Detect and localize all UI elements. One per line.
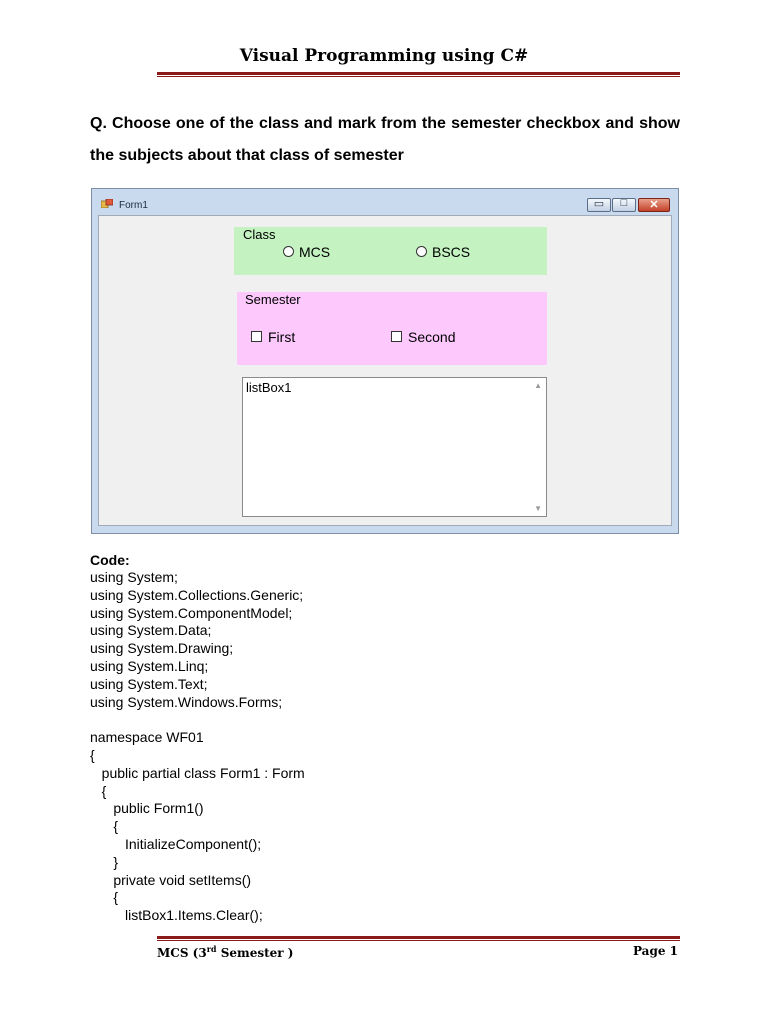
- radio-bscs[interactable]: [416, 244, 470, 260]
- code-line: using System.Text;: [90, 675, 208, 692]
- code-line: [90, 711, 305, 729]
- code-line: }: [90, 853, 119, 870]
- checkbox-square-icon: [391, 331, 402, 342]
- footer-page-number: Page 1: [632, 944, 678, 958]
- checkbox-first[interactable]: [251, 329, 295, 345]
- code-line: using System.Data;: [90, 622, 212, 639]
- code-line: namespace WF01: [90, 729, 204, 746]
- code-line: {: [90, 782, 107, 799]
- header-rule: [157, 72, 680, 75]
- form-client-area: [98, 215, 672, 526]
- radio-circle-icon: [283, 246, 294, 257]
- code-line: listBox1.Items.Clear();: [90, 907, 263, 924]
- code-line: private void setItems(): [90, 871, 252, 888]
- code-line: using System.Collections.Generic;: [90, 586, 304, 603]
- maximize-icon: □: [620, 197, 628, 209]
- code-line: public Form1(): [90, 800, 204, 817]
- close-icon: ✕: [649, 199, 659, 211]
- checkbox-square-icon: [251, 331, 262, 342]
- app-icon: [101, 199, 113, 208]
- radio-mcs-label: MCS: [299, 244, 331, 260]
- window-titlebar[interactable]: [92, 189, 678, 215]
- code-line: using System.Windows.Forms;: [90, 693, 283, 710]
- maximize-button[interactable]: [612, 198, 636, 212]
- code-line: using System.Linq;: [90, 657, 209, 674]
- listbox-placeholder-text: listBox1: [246, 380, 292, 395]
- minimize-icon: ▭: [593, 198, 605, 210]
- window-title: Form1: [119, 200, 148, 211]
- code-line: public partial class Form1 : Form: [90, 764, 305, 781]
- document-title: Visual Programming using C#: [239, 46, 529, 66]
- minimize-button[interactable]: [587, 198, 611, 212]
- footer-course-text-end: Semester ): [216, 946, 294, 960]
- code-line: using System.Drawing;: [90, 640, 234, 657]
- footer-course-text: MCS (3: [157, 946, 207, 960]
- semester-group-label: Semester: [245, 292, 301, 307]
- footer-course-sup: rd: [206, 944, 217, 954]
- checkbox-second-label: Second: [408, 329, 456, 345]
- radio-mcs[interactable]: [283, 244, 330, 260]
- close-button[interactable]: [638, 198, 670, 212]
- class-groupbox: [234, 227, 547, 275]
- form-window: [91, 188, 679, 534]
- code-line: {: [90, 889, 119, 906]
- footer-rule-thin: [157, 940, 680, 941]
- code-block: [90, 569, 305, 925]
- code-line: InitializeComponent();: [90, 835, 262, 852]
- question-text: Q. Choose one of the class and mark from the semester checkbox and show the subjects about that class of semester: [90, 115, 680, 164]
- footer-rule: [157, 936, 680, 939]
- code-line: using System;: [90, 569, 178, 585]
- checkbox-second[interactable]: [391, 329, 455, 345]
- semester-groupbox: [237, 292, 547, 365]
- header-rule-thin: [157, 76, 680, 77]
- subjects-listbox[interactable]: [242, 377, 547, 517]
- code-line: {: [90, 818, 119, 835]
- class-group-label: Class: [243, 227, 276, 242]
- footer-course: [157, 944, 293, 960]
- radio-bscs-label: BSCS: [432, 244, 471, 260]
- code-line: {: [90, 746, 95, 763]
- scroll-up-icon[interactable]: ▲: [534, 381, 542, 390]
- scroll-down-icon[interactable]: ▼: [534, 504, 542, 513]
- code-heading: Code:: [90, 552, 130, 568]
- code-line: using System.ComponentModel;: [90, 604, 293, 621]
- radio-circle-icon: [416, 246, 427, 257]
- checkbox-first-label: First: [268, 329, 296, 345]
